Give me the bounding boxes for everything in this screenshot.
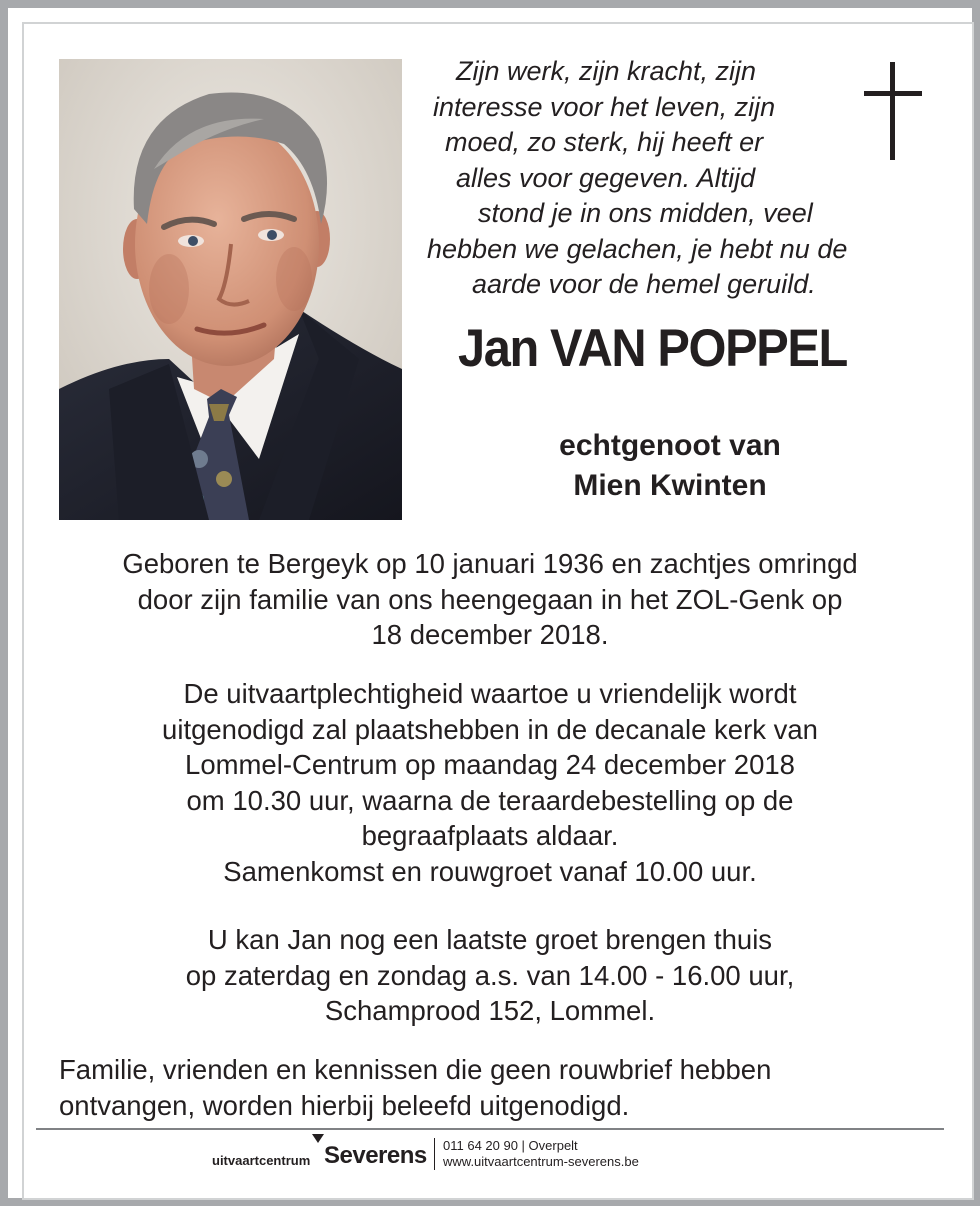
text-line: uitgenodigd zal plaatshebben in de decanale kerk van bbox=[162, 713, 818, 745]
poem-line: aarde voor de hemel geruild. bbox=[472, 269, 816, 299]
text-line: 18 december 2018. bbox=[371, 619, 609, 650]
poem-line: moed, zo sterk, hij heeft er bbox=[445, 127, 764, 157]
text-line: Schamprood 152, Lommel. bbox=[324, 995, 656, 1026]
footer-separator bbox=[434, 1138, 435, 1170]
birth-death-text bbox=[40, 546, 940, 653]
poem-line: Zijn werk, zijn kracht, zijn bbox=[456, 56, 757, 86]
text-line: Samenkomst en rouwgroet vanaf 10.00 uur. bbox=[223, 855, 757, 887]
closing-text bbox=[59, 1052, 939, 1123]
footer-brand: Severens bbox=[324, 1142, 427, 1169]
text-line: U kan Jan nog een laatste groet brengen thuis bbox=[207, 924, 773, 955]
text-line: op zaterdag en zondag a.s. van 14.00 - 16.00 uur, bbox=[185, 959, 795, 991]
spouse-name: Mien Kwinten bbox=[573, 469, 767, 502]
poem-line: alles voor gegeven. Altijd bbox=[456, 162, 756, 193]
poem-line: hebben we gelachen, je hebt nu de bbox=[427, 233, 848, 264]
footer-divider bbox=[36, 1128, 944, 1130]
spouse-label: echtgenoot van bbox=[559, 429, 781, 462]
text-line: De uitvaartplechtigheid waartoe u vriendelijk wordt bbox=[183, 678, 797, 709]
visitation-text bbox=[40, 922, 940, 1029]
poem-line: interesse voor het leven, zijn bbox=[433, 91, 776, 122]
text-line: om 10.30 uur, waarna de teraardebestelling op de bbox=[186, 784, 794, 816]
funeral-text bbox=[40, 676, 940, 889]
footer-phone: 011 64 20 90 | Overpelt bbox=[443, 1138, 578, 1153]
footer-prefix: uitvaartcentrum bbox=[212, 1153, 311, 1168]
footer-contact bbox=[443, 1138, 639, 1170]
memorial-poem bbox=[410, 54, 930, 303]
text-line: Familie, vrienden en kennissen die geen rouwbrief hebben bbox=[59, 1054, 772, 1085]
text-line: Geboren te Bergeyk op 10 januari 1936 en zachtjes omringd bbox=[122, 548, 858, 579]
funeral-home-footer bbox=[200, 1134, 760, 1174]
footer-website[interactable]: www.uitvaartcentrum-severens.be bbox=[443, 1154, 639, 1169]
text-line: Lommel-Centrum op maandag 24 december 2018 bbox=[185, 749, 795, 780]
text-line: begraafplaats aldaar. bbox=[361, 820, 619, 851]
text-line: ontvangen, worden hierbij beleefd uitgenodigd. bbox=[59, 1089, 630, 1121]
portrait-photo bbox=[59, 59, 402, 520]
poem-line: stond je in ons midden, veel bbox=[478, 198, 813, 228]
text-line: door zijn familie van ons heengegaan in het ZOL-Genk op bbox=[137, 583, 843, 615]
deceased-name: Jan VAN POPPEL bbox=[458, 319, 847, 378]
spouse-info bbox=[430, 426, 910, 506]
triangle-icon bbox=[312, 1134, 324, 1143]
